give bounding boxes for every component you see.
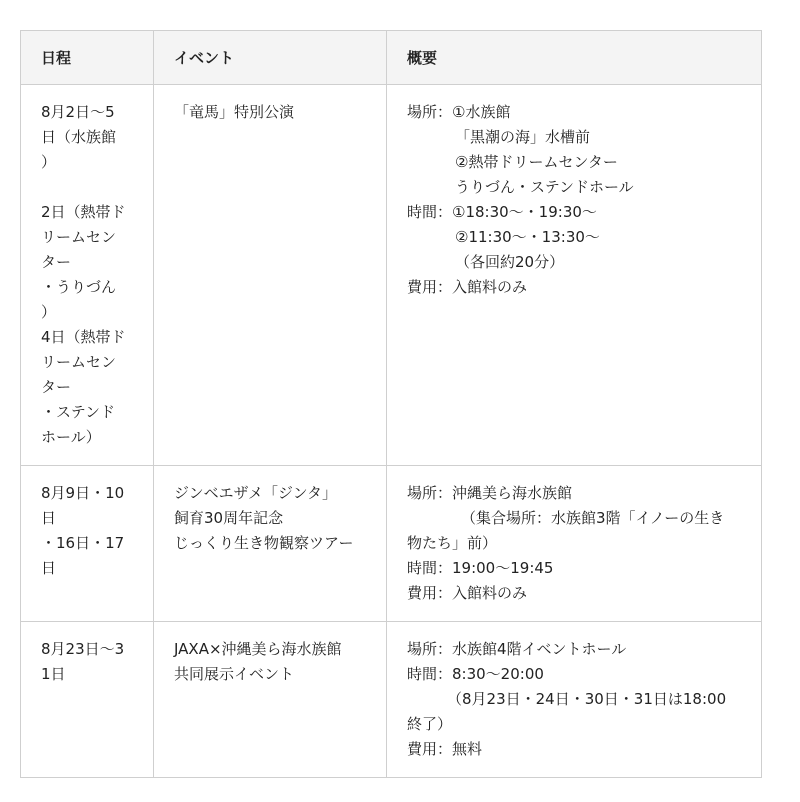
- summary-line: 場所：水族館4階イベントホール: [407, 640, 627, 658]
- summary-line: ②11:30〜・13:30〜: [455, 228, 600, 246]
- summary-line: 費用：入館料のみ: [407, 278, 528, 296]
- date-cell: [21, 466, 154, 622]
- table-row: [21, 85, 762, 466]
- date-line: リームセン: [41, 353, 117, 371]
- date-line: 2日（熱帯ド: [41, 203, 126, 221]
- event-line: ジンベエザメ「ジンタ」: [174, 484, 338, 502]
- summary-line: ②熱帯ドリームセンター: [455, 153, 618, 171]
- table-row: [21, 466, 762, 622]
- summary-line: うりづん・ステンドホール: [455, 178, 634, 196]
- date-line: ター: [41, 378, 72, 396]
- summary-line: 場所：沖縄美ら海水族館: [407, 484, 573, 502]
- event-line: 共同展示イベント: [174, 665, 295, 683]
- header-summary: 概要: [387, 31, 762, 85]
- event-cell: [154, 622, 387, 778]
- summary-line: 時間：①18:30〜・19:30〜: [407, 203, 597, 221]
- date-line: 8月9日・10: [41, 484, 125, 502]
- summary-line: （各回約20分）: [455, 253, 565, 271]
- event-cell: [154, 85, 387, 466]
- event-line: 飼育30周年記念: [174, 509, 284, 527]
- header-event: イベント: [154, 31, 387, 85]
- date-cell: [21, 622, 154, 778]
- date-line: ホール）: [41, 428, 101, 446]
- summary-line: 「黒潮の海」水槽前: [455, 128, 591, 146]
- summary-line: 時間：8:30〜20:00: [407, 665, 544, 683]
- date-cell: [21, 85, 154, 466]
- summary-line: 終了）: [407, 715, 453, 733]
- date-line: ）: [41, 303, 57, 321]
- event-cell: [154, 466, 387, 622]
- date-line: 4日（熱帯ド: [41, 328, 126, 346]
- date-line: ・16日・17: [41, 534, 125, 552]
- table-row: [21, 622, 762, 778]
- date-line: 1日: [41, 665, 66, 683]
- date-line: ・ステンド: [41, 403, 115, 421]
- date-line: ター: [41, 253, 72, 271]
- summary-line: 費用：無料: [407, 740, 483, 758]
- summary-line: （集合場所：水族館3階「イノーの生き: [461, 509, 725, 527]
- event-line: 「竜馬」特別公演: [174, 103, 295, 121]
- summary-cell: [387, 85, 762, 466]
- date-line: ）: [41, 153, 57, 171]
- summary-cell: [387, 466, 762, 622]
- date-line-blank: [41, 175, 133, 200]
- summary-line: 時間：19:00〜19:45: [407, 559, 554, 577]
- summary-line: 費用：入館料のみ: [407, 584, 528, 602]
- date-line: 日: [41, 559, 57, 577]
- event-line: JAXA×沖縄美ら海水族館: [174, 640, 342, 658]
- event-line: じっくり生き物観察ツアー: [174, 534, 354, 552]
- summary-line: 場所：①水族館: [407, 103, 511, 121]
- summary-line: （8月23日・24日・30日・31日は18:00: [447, 690, 727, 708]
- event-schedule-table: [20, 30, 762, 778]
- date-line: 日（水族館: [41, 128, 117, 146]
- date-line: 8月23日〜3: [41, 640, 125, 658]
- header-date: 日程: [21, 31, 154, 85]
- date-line: リームセン: [41, 228, 117, 246]
- summary-line: 物たち」前）: [407, 534, 498, 552]
- summary-cell: [387, 622, 762, 778]
- date-line: ・うりづん: [41, 278, 117, 296]
- table-header-row: [21, 31, 762, 85]
- date-line: 8月2日〜5: [41, 103, 115, 121]
- date-line: 日: [41, 509, 57, 527]
